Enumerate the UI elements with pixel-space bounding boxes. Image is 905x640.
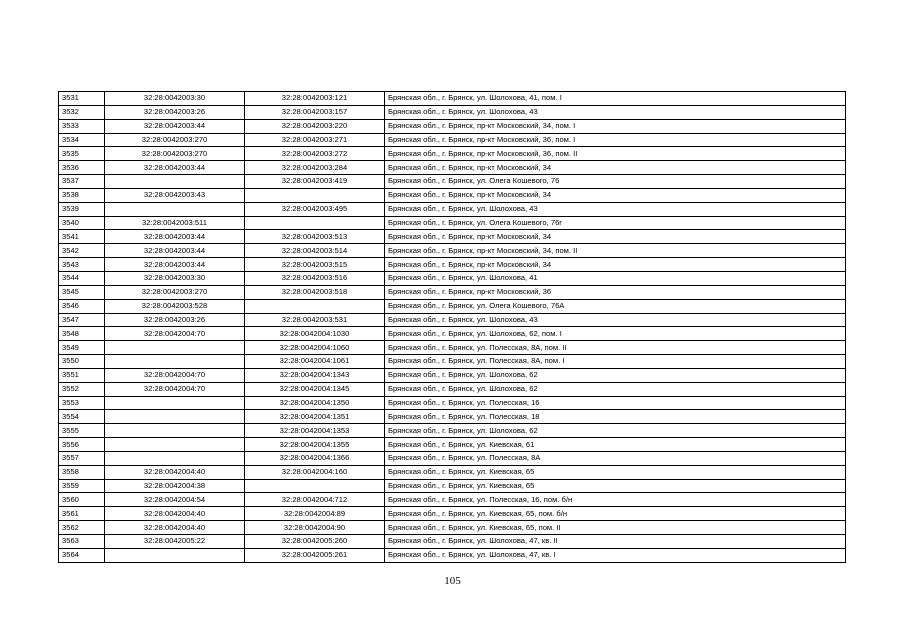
table-row bbox=[59, 285, 846, 299]
row-number-cell: 3556 bbox=[59, 438, 105, 452]
page-number: 105 bbox=[444, 575, 461, 587]
row-number-cell: 3560 bbox=[59, 493, 105, 507]
address-cell: Брянская обл., г. Брянск, ул. Киевская, 65, пом. б/н bbox=[385, 507, 846, 521]
cadastral-number-cell: 32:28:0042003:495 bbox=[245, 202, 385, 216]
table-row bbox=[59, 161, 846, 175]
table-row bbox=[59, 105, 846, 119]
cadastral-number-cell: 32:28:0042003:518 bbox=[245, 285, 385, 299]
parent-cadastral-number-cell: 32:28:0042003:44 bbox=[105, 244, 245, 258]
parent-cadastral-number-cell: 32:28:0042003:43 bbox=[105, 188, 245, 202]
address-cell: Брянская обл., г. Брянск, ул. Шолохова, 43 bbox=[385, 313, 846, 327]
table-row bbox=[59, 410, 846, 424]
parent-cadastral-number-cell: 32:28:0042004:38 bbox=[105, 479, 245, 493]
cadastral-number-cell: 32:28:0042005:260 bbox=[245, 535, 385, 549]
address-cell: Брянская обл., г. Брянск, ул. Шолохова, 43 bbox=[385, 202, 846, 216]
parent-cadastral-number-cell: 32:28:0042003:44 bbox=[105, 161, 245, 175]
table-row bbox=[59, 230, 846, 244]
address-cell: Брянская обл., г. Брянск, ул. Полесская, 16 bbox=[385, 396, 846, 410]
cadastral-number-cell: 32:28:0042004:1351 bbox=[245, 410, 385, 424]
cadastral-number-cell bbox=[245, 216, 385, 230]
table-row bbox=[59, 133, 846, 147]
cadastral-number-cell: 32:28:0042004:1030 bbox=[245, 327, 385, 341]
parent-cadastral-number-cell: 32:28:0042003:44 bbox=[105, 119, 245, 133]
cadastral-number-cell: 32:28:0042004:1355 bbox=[245, 438, 385, 452]
parent-cadastral-number-cell bbox=[105, 175, 245, 189]
cadastral-number-cell: 32:28:0042003:271 bbox=[245, 133, 385, 147]
parent-cadastral-number-cell: 32:28:0042004:54 bbox=[105, 493, 245, 507]
table-row bbox=[59, 382, 846, 396]
address-cell: Брянская обл., г. Брянск, пр-кт Московский, 36, пом. II bbox=[385, 147, 846, 161]
table-row bbox=[59, 548, 846, 562]
parent-cadastral-number-cell: 32:28:0042003:26 bbox=[105, 105, 245, 119]
table-row bbox=[59, 271, 846, 285]
parent-cadastral-number-cell: 32:28:0042003:511 bbox=[105, 216, 245, 230]
address-cell: Брянская обл., г. Брянск, пр-кт Московский, 36 bbox=[385, 285, 846, 299]
row-number-cell: 3544 bbox=[59, 271, 105, 285]
table-row bbox=[59, 368, 846, 382]
parent-cadastral-number-cell: 32:28:0042003:26 bbox=[105, 313, 245, 327]
table-row bbox=[59, 493, 846, 507]
row-number-cell: 3552 bbox=[59, 382, 105, 396]
row-number-cell: 3546 bbox=[59, 299, 105, 313]
parent-cadastral-number-cell: 32:28:0042004:70 bbox=[105, 368, 245, 382]
parent-cadastral-number-cell: 32:28:0042003:528 bbox=[105, 299, 245, 313]
row-number-cell: 3541 bbox=[59, 230, 105, 244]
cadastral-number-cell: 32:28:0042004:1343 bbox=[245, 368, 385, 382]
cadastral-number-cell: 32:28:0042004:1345 bbox=[245, 382, 385, 396]
address-cell: Брянская обл., г. Брянск, ул. Шолохова, 47, кв. I bbox=[385, 548, 846, 562]
parent-cadastral-number-cell: 32:28:0042004:70 bbox=[105, 382, 245, 396]
cadastral-number-cell: 32:28:0042004:712 bbox=[245, 493, 385, 507]
table-row bbox=[59, 451, 846, 465]
row-number-cell: 3555 bbox=[59, 424, 105, 438]
row-number-cell: 3538 bbox=[59, 188, 105, 202]
cadastral-number-cell: 32:28:0042003:515 bbox=[245, 258, 385, 272]
address-cell: Брянская обл., г. Брянск, ул. Шолохова, 62 bbox=[385, 424, 846, 438]
row-number-cell: 3543 bbox=[59, 258, 105, 272]
table-row bbox=[59, 216, 846, 230]
parent-cadastral-number-cell: 32:28:0042003:44 bbox=[105, 230, 245, 244]
row-number-cell: 3561 bbox=[59, 507, 105, 521]
address-cell: Брянская обл., г. Брянск, ул. Киевская, 65 bbox=[385, 465, 846, 479]
cadastral-number-cell: 32:28:0042003:284 bbox=[245, 161, 385, 175]
parent-cadastral-number-cell bbox=[105, 548, 245, 562]
table-row bbox=[59, 119, 846, 133]
table-row bbox=[59, 521, 846, 535]
cadastral-number-cell: 32:28:0042003:157 bbox=[245, 105, 385, 119]
cadastral-number-cell: 32:28:0042003:272 bbox=[245, 147, 385, 161]
table-row bbox=[59, 244, 846, 258]
row-number-cell: 3548 bbox=[59, 327, 105, 341]
cadastral-number-cell bbox=[245, 299, 385, 313]
address-cell: Брянская обл., г. Брянск, пр-кт Московский, 34 bbox=[385, 161, 846, 175]
row-number-cell: 3557 bbox=[59, 451, 105, 465]
row-number-cell: 3535 bbox=[59, 147, 105, 161]
address-cell: Брянская обл., г. Брянск, ул. Шолохова, 43 bbox=[385, 105, 846, 119]
table-row bbox=[59, 175, 846, 189]
cadastral-number-cell: 32:28:0042004:1350 bbox=[245, 396, 385, 410]
table-row bbox=[59, 313, 846, 327]
row-number-cell: 3536 bbox=[59, 161, 105, 175]
address-cell: Брянская обл., г. Брянск, ул. Полесская, 16, пом. б/н bbox=[385, 493, 846, 507]
row-number-cell: 3559 bbox=[59, 479, 105, 493]
address-cell: Брянская обл., г. Брянск, ул. Полесская, 8А, пом. I bbox=[385, 355, 846, 369]
row-number-cell: 3547 bbox=[59, 313, 105, 327]
cadastral-number-cell bbox=[245, 188, 385, 202]
cadastral-number-cell: 32:28:0042005:261 bbox=[245, 548, 385, 562]
parent-cadastral-number-cell: 32:28:0042004:70 bbox=[105, 327, 245, 341]
table-row bbox=[59, 147, 846, 161]
cadastral-number-cell: 32:28:0042003:513 bbox=[245, 230, 385, 244]
address-cell: Брянская обл., г. Брянск, ул. Шолохова, 47, кв. II bbox=[385, 535, 846, 549]
address-cell: Брянская обл., г. Брянск, ул. Полесская, 8А, пом. II bbox=[385, 341, 846, 355]
address-cell: Брянская обл., г. Брянск, ул. Шолохова, 41 bbox=[385, 271, 846, 285]
cadastral-number-cell: 32:28:0042004:1353 bbox=[245, 424, 385, 438]
row-number-cell: 3563 bbox=[59, 535, 105, 549]
parent-cadastral-number-cell: 32:28:0042003:270 bbox=[105, 147, 245, 161]
parent-cadastral-number-cell bbox=[105, 202, 245, 216]
cadastral-number-cell: 32:28:0042004:1366 bbox=[245, 451, 385, 465]
table-row bbox=[59, 507, 846, 521]
address-cell: Брянская обл., г. Брянск, пр-кт Московский, 34, пом. I bbox=[385, 119, 846, 133]
parent-cadastral-number-cell bbox=[105, 438, 245, 452]
row-number-cell: 3540 bbox=[59, 216, 105, 230]
address-cell: Брянская обл., г. Брянск, ул. Шолохова, 62 bbox=[385, 382, 846, 396]
property-table bbox=[58, 91, 846, 563]
row-number-cell: 3531 bbox=[59, 92, 105, 106]
address-cell: Брянская обл., г. Брянск, ул. Шолохова, 41, пом. I bbox=[385, 92, 846, 106]
cadastral-number-cell: 32:28:0042004:90 bbox=[245, 521, 385, 535]
address-cell: Брянская обл., г. Брянск, ул. Олега Кошевого, 76г bbox=[385, 216, 846, 230]
row-number-cell: 3534 bbox=[59, 133, 105, 147]
table-row bbox=[59, 424, 846, 438]
address-cell: Брянская обл., г. Брянск, ул. Киевская, 65, пом. II bbox=[385, 521, 846, 535]
row-number-cell: 3533 bbox=[59, 119, 105, 133]
table-row bbox=[59, 479, 846, 493]
parent-cadastral-number-cell: 32:28:0042003:30 bbox=[105, 92, 245, 106]
address-cell: Брянская обл., г. Брянск, ул. Олега Кошевого, 76А bbox=[385, 299, 846, 313]
parent-cadastral-number-cell bbox=[105, 410, 245, 424]
address-cell: Брянская обл., г. Брянск, пр-кт Московский, 34 bbox=[385, 188, 846, 202]
row-number-cell: 3562 bbox=[59, 521, 105, 535]
table-row bbox=[59, 92, 846, 106]
cadastral-number-cell: 32:28:0042004:89 bbox=[245, 507, 385, 521]
table-row bbox=[59, 202, 846, 216]
parent-cadastral-number-cell: 32:28:0042003:270 bbox=[105, 133, 245, 147]
table-row bbox=[59, 258, 846, 272]
parent-cadastral-number-cell bbox=[105, 451, 245, 465]
row-number-cell: 3550 bbox=[59, 355, 105, 369]
cadastral-number-cell: 32:28:0042004:1061 bbox=[245, 355, 385, 369]
row-number-cell: 3537 bbox=[59, 175, 105, 189]
cadastral-number-cell: 32:28:0042003:121 bbox=[245, 92, 385, 106]
parent-cadastral-number-cell bbox=[105, 355, 245, 369]
table-row bbox=[59, 299, 846, 313]
row-number-cell: 3532 bbox=[59, 105, 105, 119]
parent-cadastral-number-cell: 32:28:0042004:40 bbox=[105, 465, 245, 479]
address-cell: Брянская обл., г. Брянск, ул. Киевская, 61 bbox=[385, 438, 846, 452]
table-row bbox=[59, 188, 846, 202]
parent-cadastral-number-cell: 32:28:0042003:270 bbox=[105, 285, 245, 299]
parent-cadastral-number-cell bbox=[105, 341, 245, 355]
table-row bbox=[59, 341, 846, 355]
cadastral-number-cell bbox=[245, 479, 385, 493]
address-cell: Брянская обл., г. Брянск, пр-кт Московский, 36, пом. I bbox=[385, 133, 846, 147]
row-number-cell: 3554 bbox=[59, 410, 105, 424]
table-row bbox=[59, 535, 846, 549]
address-cell: Брянская обл., г. Брянск, ул. Шолохова, 62, пом. I bbox=[385, 327, 846, 341]
row-number-cell: 3539 bbox=[59, 202, 105, 216]
cadastral-number-cell: 32:28:0042003:514 bbox=[245, 244, 385, 258]
parent-cadastral-number-cell: 32:28:0042004:40 bbox=[105, 521, 245, 535]
table-row bbox=[59, 355, 846, 369]
row-number-cell: 3542 bbox=[59, 244, 105, 258]
address-cell: Брянская обл., г. Брянск, ул. Шолохова, 62 bbox=[385, 368, 846, 382]
parent-cadastral-number-cell: 32:28:0042005:22 bbox=[105, 535, 245, 549]
cadastral-number-cell: 32:28:0042003:531 bbox=[245, 313, 385, 327]
address-cell: Брянская обл., г. Брянск, пр-кт Московский, 34 bbox=[385, 258, 846, 272]
row-number-cell: 3553 bbox=[59, 396, 105, 410]
parent-cadastral-number-cell: 32:28:0042003:30 bbox=[105, 271, 245, 285]
row-number-cell: 3558 bbox=[59, 465, 105, 479]
cadastral-number-cell: 32:28:0042003:419 bbox=[245, 175, 385, 189]
row-number-cell: 3564 bbox=[59, 548, 105, 562]
row-number-cell: 3549 bbox=[59, 341, 105, 355]
table-row bbox=[59, 465, 846, 479]
address-cell: Брянская обл., г. Брянск, ул. Полесская, 8А bbox=[385, 451, 846, 465]
row-number-cell: 3545 bbox=[59, 285, 105, 299]
address-cell: Брянская обл., г. Брянск, ул. Олега Кошевого, 76 bbox=[385, 175, 846, 189]
property-table-body bbox=[59, 92, 846, 563]
parent-cadastral-number-cell: 32:28:0042003:44 bbox=[105, 258, 245, 272]
parent-cadastral-number-cell: 32:28:0042004:40 bbox=[105, 507, 245, 521]
table-row bbox=[59, 327, 846, 341]
row-number-cell: 3551 bbox=[59, 368, 105, 382]
parent-cadastral-number-cell bbox=[105, 396, 245, 410]
cadastral-number-cell: 32:28:0042004:1060 bbox=[245, 341, 385, 355]
table-row bbox=[59, 396, 846, 410]
address-cell: Брянская обл., г. Брянск, пр-кт Московский, 34 bbox=[385, 230, 846, 244]
cadastral-number-cell: 32:28:0042003:220 bbox=[245, 119, 385, 133]
parent-cadastral-number-cell bbox=[105, 424, 245, 438]
address-cell: Брянская обл., г. Брянск, ул. Полесская, 18 bbox=[385, 410, 846, 424]
address-cell: Брянская обл., г. Брянск, пр-кт Московский, 34, пом. II bbox=[385, 244, 846, 258]
cadastral-number-cell: 32:28:0042003:516 bbox=[245, 271, 385, 285]
address-cell: Брянская обл., г. Брянск, ул. Киевская, 65 bbox=[385, 479, 846, 493]
table-row bbox=[59, 438, 846, 452]
cadastral-number-cell: 32:28:0042004:160 bbox=[245, 465, 385, 479]
